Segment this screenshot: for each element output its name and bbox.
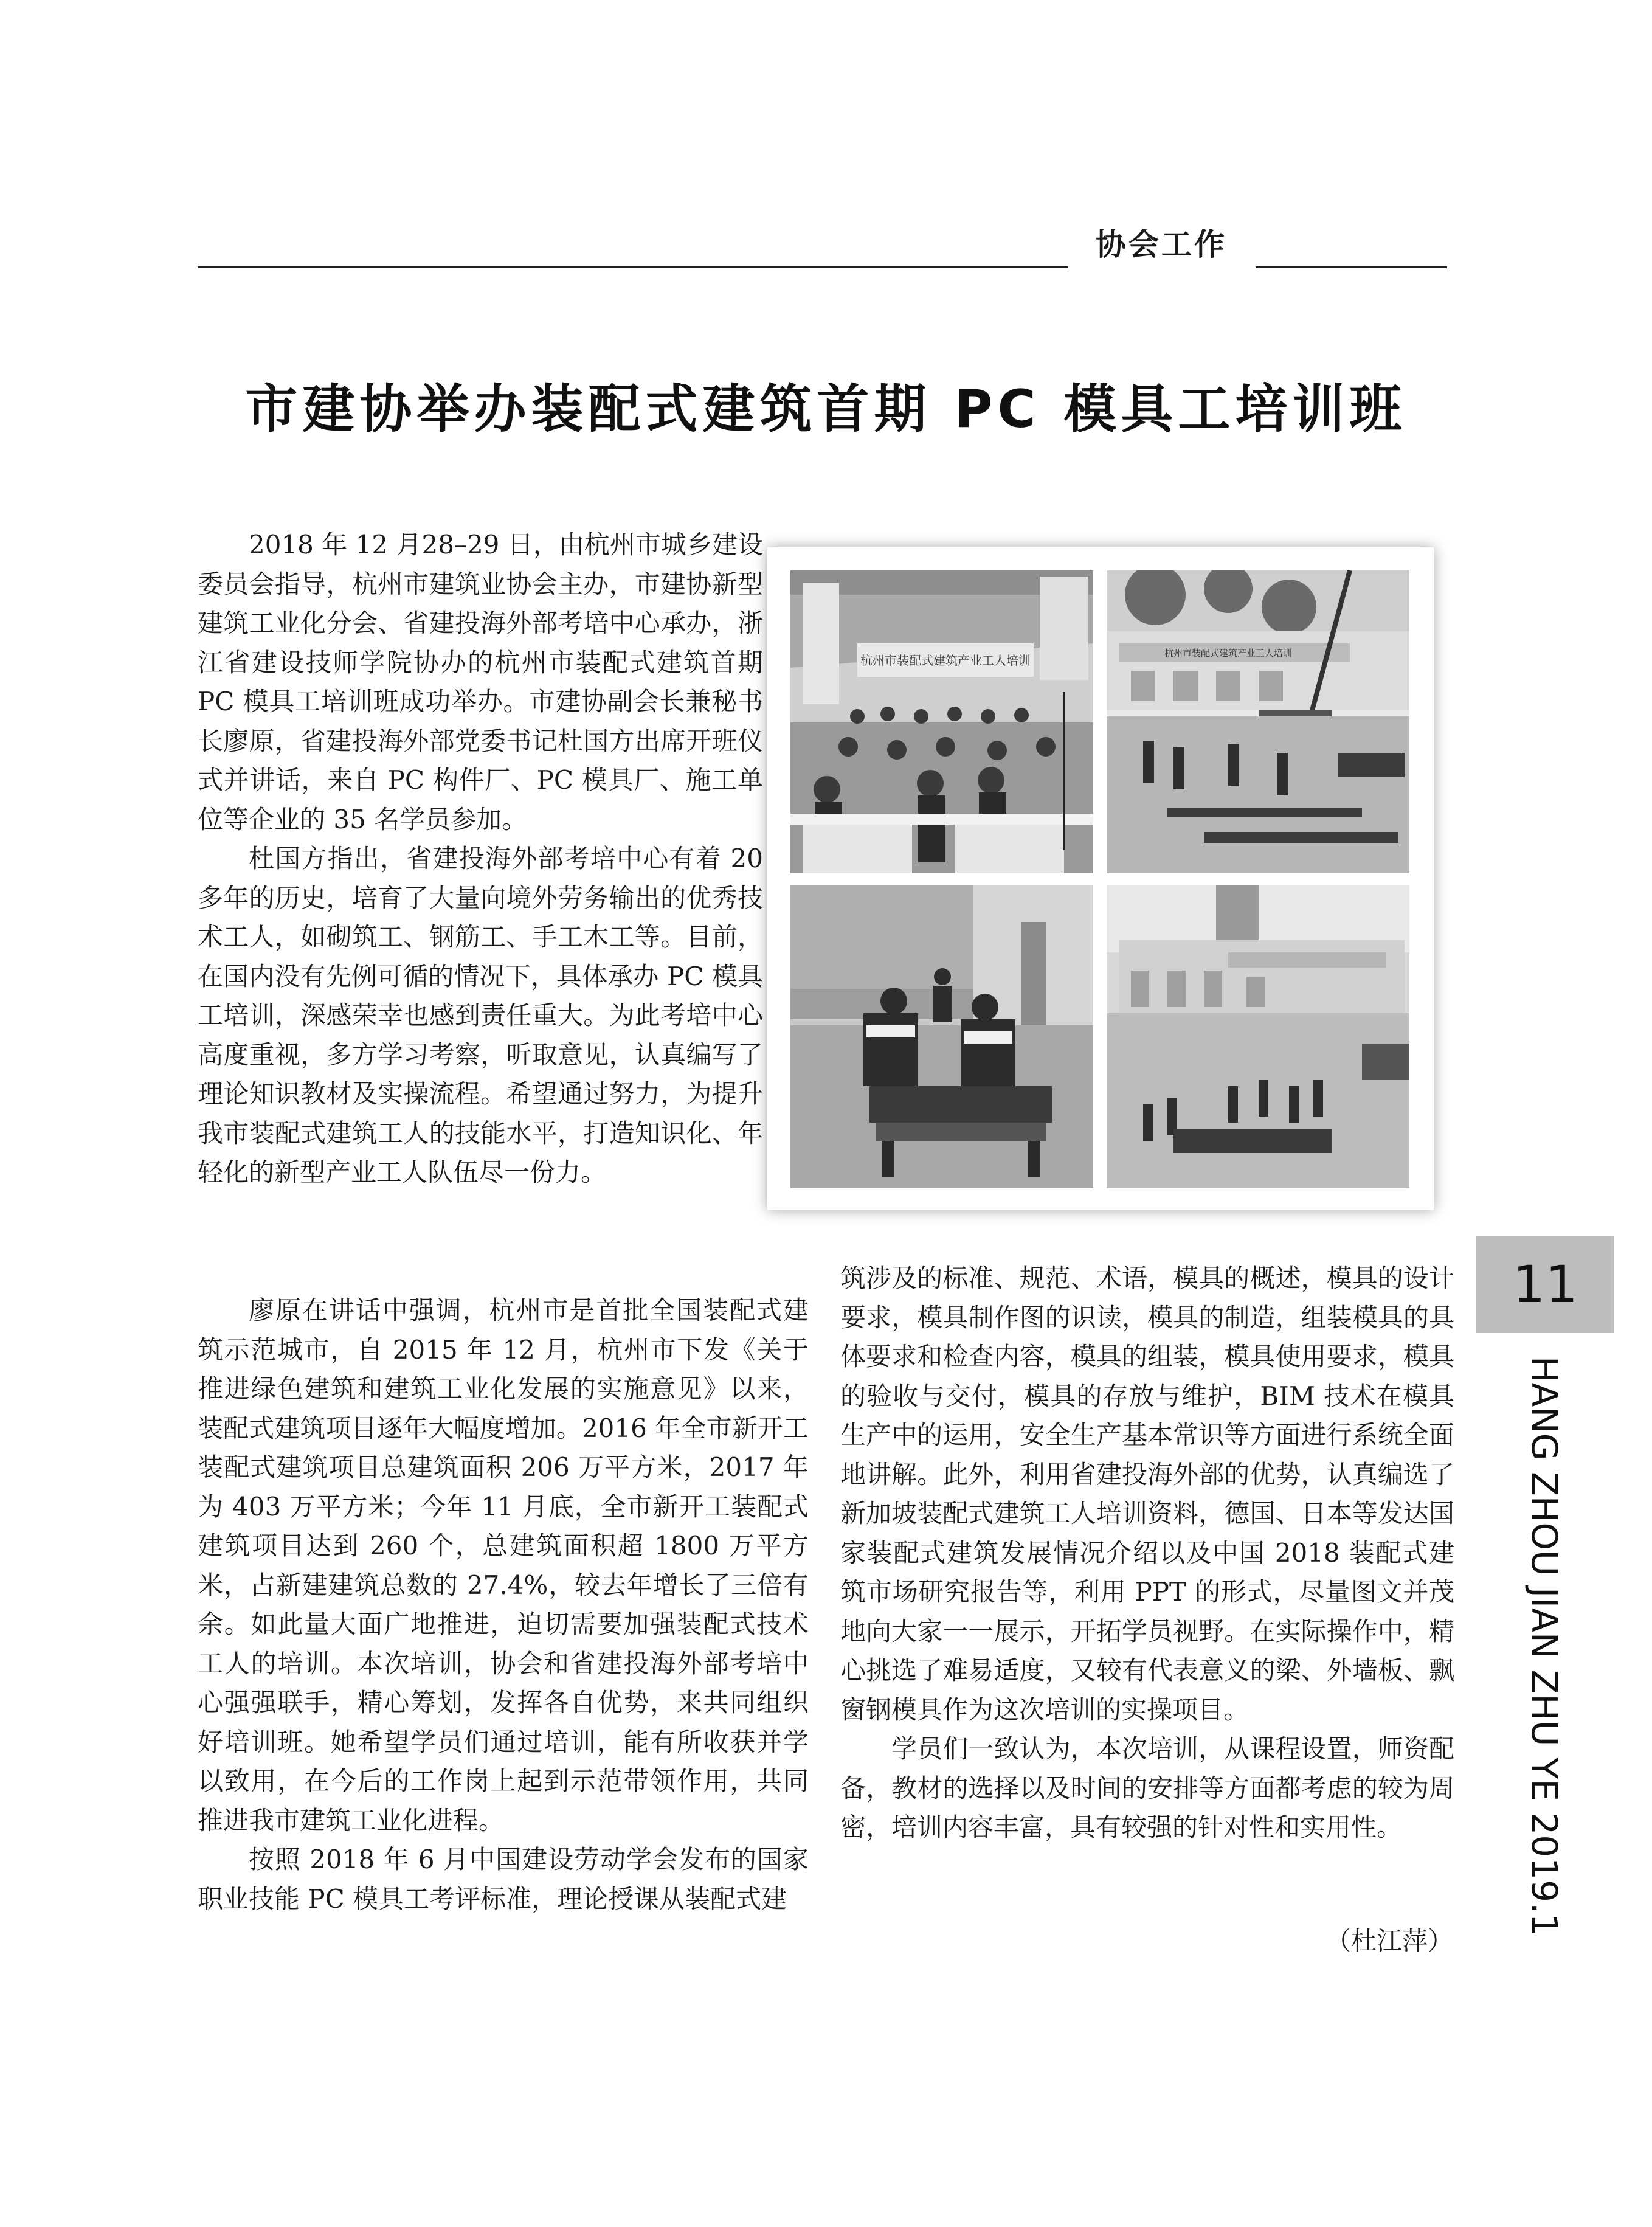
photo-mold-assembly — [790, 885, 1093, 1188]
paragraph: 按照 2018 年 6 月中国建设劳动学会发布的国家职业技能 PC 模具工考评标准，理论授课从装配式建 — [198, 1844, 809, 1914]
photo-outdoor-practice — [1107, 885, 1409, 1188]
page-number: 11 — [1476, 1236, 1614, 1333]
left-column-top — [198, 525, 763, 1193]
author-credit: （杜江萍） — [1325, 1926, 1453, 1956]
header-rule-left — [198, 266, 1068, 268]
paragraph: 杜国方指出，省建投海外部考培中心有着 20 多年的历史，培育了大量向境外劳务输出的优秀技术工人，如砌筑工、钢筋工、手工木工等。目前，在国内没有先例可循的情况下，具体承办 PC 模具工培训，深感荣幸也感到责任重大。为此考培中心高度重视，多方学习考察，听取意见，认真编写了理论知识教材及实操流程。希望通过努力，为提升我市装配式建筑工人的技能水平，打造知识化、年轻化的新型产业工人队伍尽一份力。 — [198, 843, 763, 1187]
right-column — [840, 1259, 1454, 1848]
article-title: 市建协举办装配式建筑首期 PC 模具工培训班 — [245, 379, 1407, 440]
paragraph-continued: 筑涉及的标准、规范、术语，模具的概述，模具的设计要求，模具制作图的识读，模具的制造，组装模具的具体要求和检查内容，模具的组装，模具使用要求，模具的验收与交付，模具的存放与维护，BIM 技术在模具生产中的运用，安全生产基本常识等方面进行系统全面地讲解。此外，利用省建投海外部的优势，认真编选了新加坡装配式建筑工人培训资料，德国、日本等发达国家装配式建筑发展情况介绍以及中国 2018 装配式建筑市场研究报告等，利用 PPT 的形式，尽量图文并茂地向大家一一展示，开拓学员视野。在实际操作中，精心挑选了难易适度，又较有代表意义的梁、外墙板、飘窗钢模具作为这次培训的实操项目。 — [840, 1263, 1454, 1725]
building-banner-text: 杭州市装配式建筑产业工人培训 — [1164, 648, 1293, 659]
journal-issue-label: HANG ZHOU JIAN ZHU YE 2019.1 — [1524, 1356, 1565, 1936]
paragraph: 廖原在讲话中强调，杭州市是首批全国装配式建筑示范城市，自 2015 年 12 月，杭州市下发《关于推进绿色建筑和建筑工业化发展的实施意见》以来，装配式建筑项目逐年大幅度增加。2016 年全市新开工装配式建筑项目总建筑面积 206 万平方米，2017 年为 403 万平方米；今年 11 月底，全市新开工装配式建筑项目达到 260 个，总建筑面积超 1800 万平方米，占新建建筑总数的 27.4%，较去年增长了三倍有余。如此量大面广地推进，迫切需要加强装配式技术工人的培训。本次培训，协会和省建投海外部考培中心强强联手，精心筹划，发挥各自优势，来共同组织好培训班。她希望学员们通过培训，能有所收获并学以致用，在今后的工作岗上起到示范带领作用，共同推进我市建筑工业化进程。 — [198, 1295, 809, 1835]
header-rule-right — [1256, 266, 1447, 268]
photo-collage — [767, 547, 1434, 1210]
paragraph: 学员们一致认为，本次培训，从课程设置，师资配备，教材的选择以及时间的安排等方面都考虑的较为周密，培训内容丰富，具有较强的针对性和实用性。 — [840, 1734, 1454, 1842]
photo-crane-yard — [1107, 570, 1409, 873]
left-column-bottom — [198, 1291, 809, 1919]
paragraph: 2018 年 12 月28–29 日，由杭州市城乡建设委员会指导，杭州市建筑业协会主办，市建协新型建筑工业化分会、省建投海外部考培中心承办，浙江省建设技师学院协办的杭州市装配式建筑首期 PC 模具工培训班成功举办。市建协副会长兼秘书长廖原，省建投海外部党委书记杜国方出席开班仪式并讲话，来自 PC 构件厂、PC 模具厂、施工单位等企业的 35 名学员参加。 — [198, 530, 763, 834]
section-label: 协会工作 — [1096, 227, 1227, 262]
photo-classroom — [790, 570, 1093, 873]
classroom-banner-text: 杭州市装配式建筑产业工人培训 — [860, 653, 1031, 668]
